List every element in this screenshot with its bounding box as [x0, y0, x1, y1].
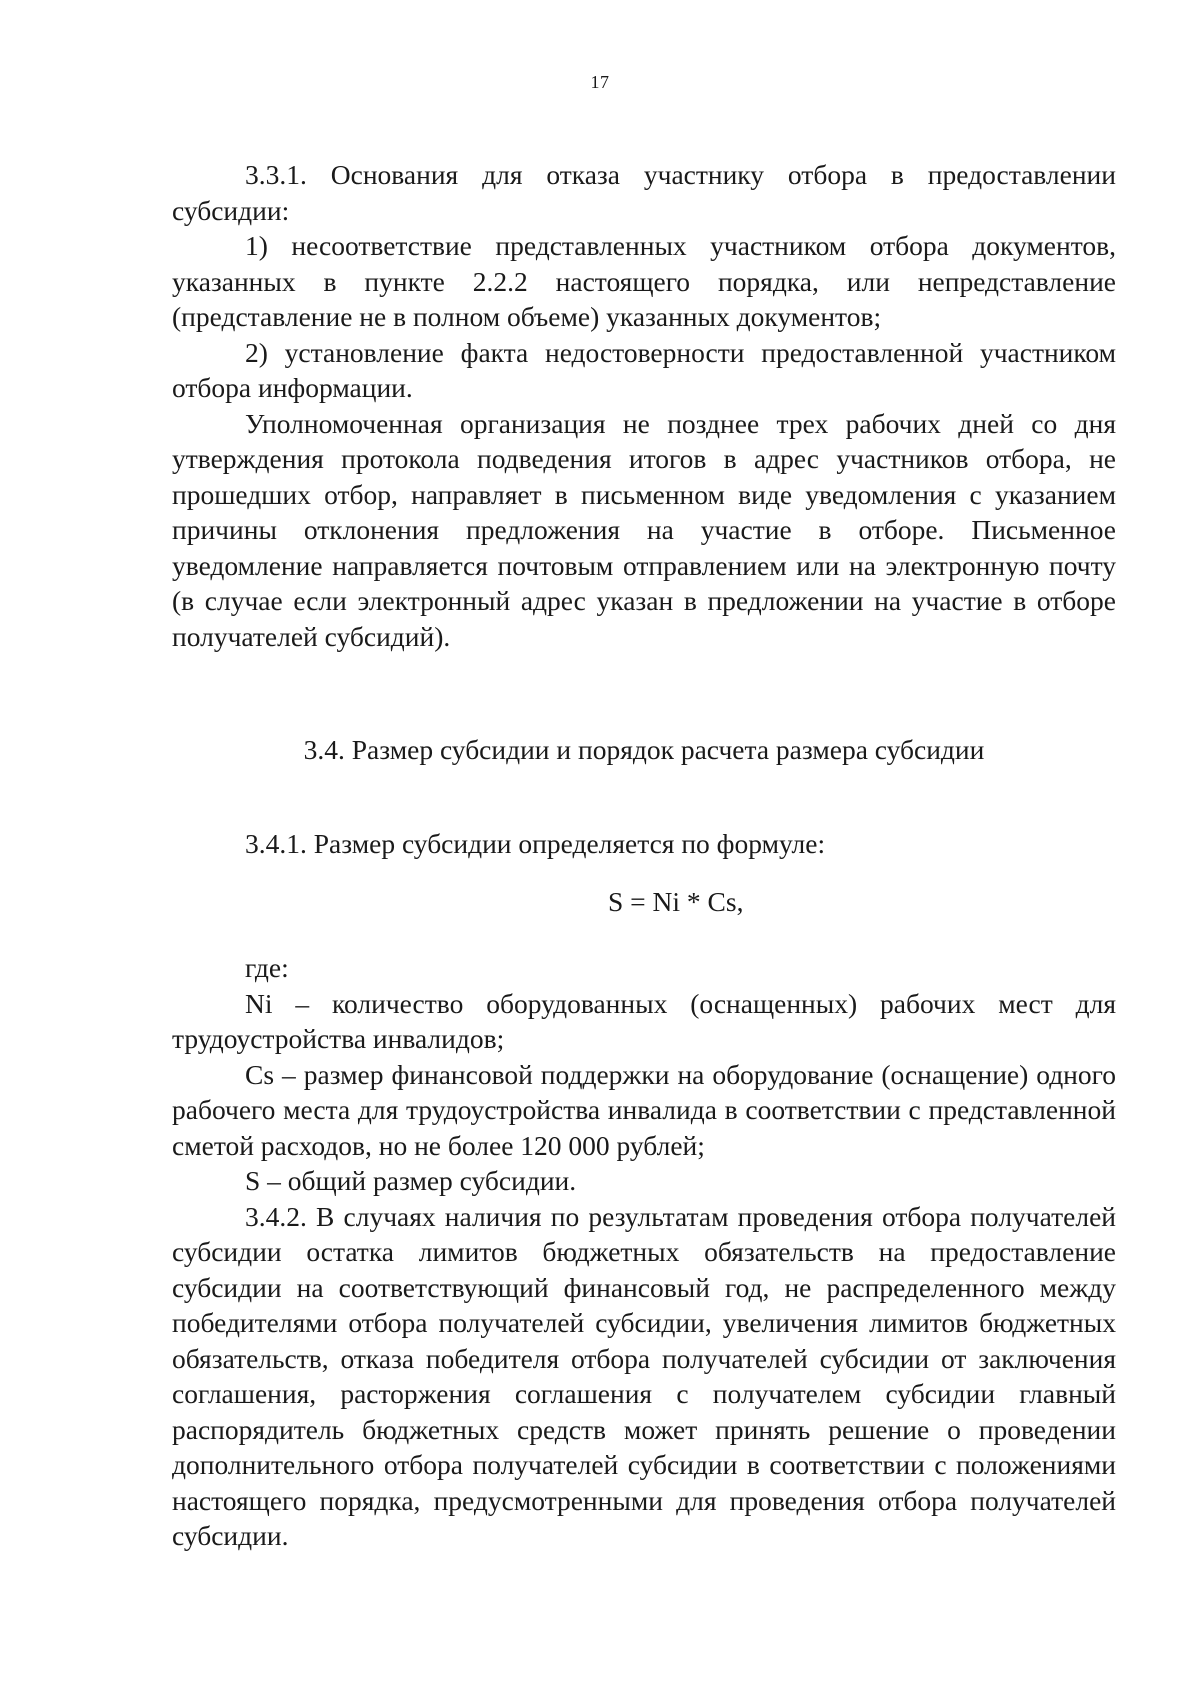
definition-s: S – общий размер субсидии.	[245, 1165, 577, 1196]
paragraph-3-4-2: 3.4.2. В случаях наличия по результатам проведения отбора получателей субсидии остатка лимитов бюджетных обязательств на предоставление субсидии на соответствующий финансовый год, не распределенного между победителями отбора получателей субсидии, увеличения лимитов бюджетных обязательств, отказа победителя отбора получателей субсидии от заключения соглашения, расторжения соглашения с получателем субсидии главный распорядитель бюджетных средств может принять решение о проведении дополнительного отбора получателей субсидии в соответствии с положениями настоящего порядка, предусмотренными для проведения отбора получателей субсидии.	[172, 1200, 1116, 1551]
formula-definitions	[172, 950, 1116, 1554]
paragraph-3-3-1-intro: 3.3.1. Основания для отказа участнику отбора в предоставлении субсидии:	[172, 159, 1116, 226]
definition-ni: Ni – количество оборудованных (оснащенных) рабочих мест для трудоустройства инвалидов;	[172, 987, 1116, 1054]
paragraph-refusal-ground-2: 2) установление факта недостоверности предоставленной участником отбора информации.	[172, 336, 1116, 403]
section-3-3-1	[172, 157, 1116, 654]
formula: S = Ni * Cs,	[608, 886, 744, 917]
paragraph-notice: Уполномоченная организация не позднее трех рабочих дней со дня утверждения протокола подведения итогов в адрес участников отбора, не прошедших отбор, направляет в письменном виде уведомления с указанием причины отклонения предложения на участие в отборе. Письменное уведомление направляется почтовым отправлением или на электронную почту (в случае если электронный адрес указан в предложении на участие в отборе получателей субсидий).	[172, 407, 1116, 652]
definition-cs: Cs – размер финансовой поддержки на оборудование (оснащение) одного рабочего места для трудоустройства инвалида в соответствии с представленной сметой расходов, но не более 120 000 рублей;	[172, 1058, 1116, 1161]
section-3-4-1	[172, 826, 1116, 862]
where-label: где:	[245, 952, 289, 983]
section-heading-3-4: 3.4. Размер субсидии и порядок расчета размера субсидии	[303, 734, 985, 765]
paragraph-refusal-ground-1: 1) несоответствие представленных участником отбора документов, указанных в пункте 2.2.2 настоящего порядка, или непредставление (представление не в полном объеме) указанных документов;	[172, 230, 1116, 332]
page-number: 17	[590, 72, 610, 92]
paragraph-3-4-1: 3.4.1. Размер субсидии определяется по формуле:	[245, 828, 826, 859]
